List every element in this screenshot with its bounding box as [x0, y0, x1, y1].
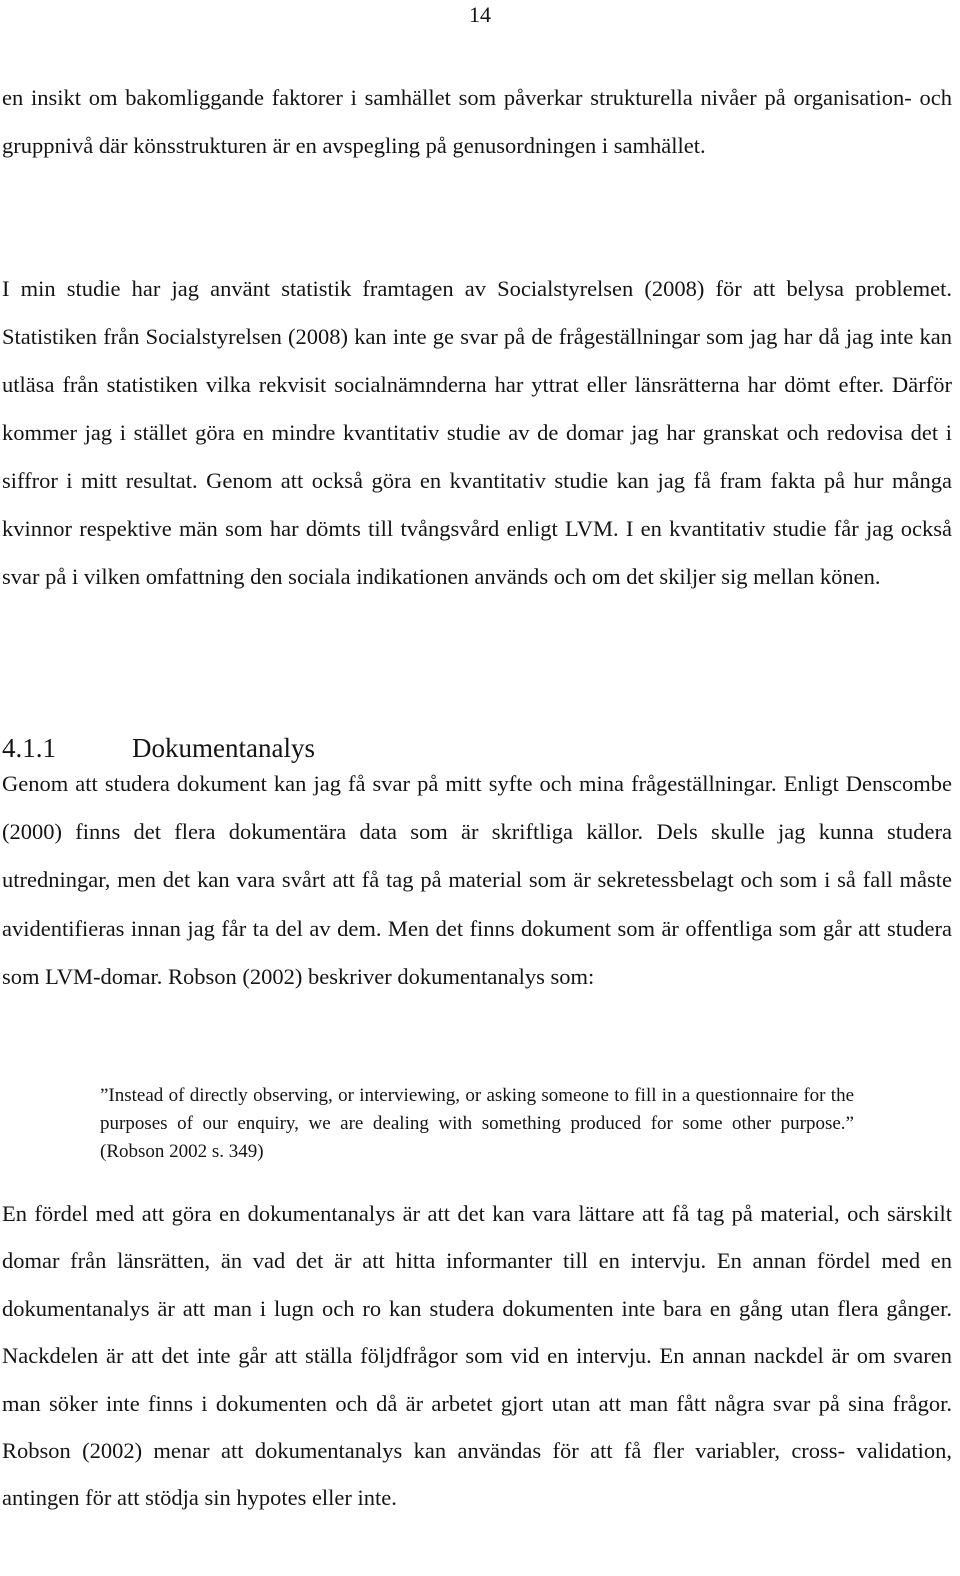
paragraph-document-analysis: Genom att studera dokument kan jag få svar på mitt syfte och mina frågeställningar. Enligt Denscombe (2000) finns det flera dokumentära data som är skriftliga källor. Dels skulle jag kunna studera utredningar, men det kan vara svårt att få tag på material som är sekretessbelagt och som i så fall måste avidentifieras innan jag får ta del av dem. Men det finns dokument som är offentliga som går att studera som LVM-domar. Robson (2002) beskriver dokumentanalys som:	[2, 771, 952, 989]
section-title: Dokumentanalys	[132, 733, 315, 763]
paragraph-advantages: En fördel med att göra en dokumentanalys är att det kan vara lättare att få tag på material, och särskilt domar från länsrätten, än vad det är att hitta informanter till en intervju. En annan fördel med en dokumentanalys är att man i lugn och ro kan studera dokumenten inte bara en gång utan flera gånger. Nackdelen är att det inte går att ställa följdfrågor som vid en intervju. En annan nackdel är om svaren man söker inte finns i dokumenten och då är arbetet gjort utan att man fått några svar på sina frågor. Robson (2002) menar att dokumentanalys kan användas för att få fler variabler, cross- validation, antingen för att stödja sin hypotes eller inte.	[2, 1201, 952, 1511]
page-number: 14	[469, 2, 491, 27]
section-number: 4.1.1	[2, 733, 56, 763]
paragraph-statistics: I min studie har jag använt statistik framtagen av Socialstyrelsen (2008) för att belysa problemet. Statistiken från Socialstyrelsen (2008) kan inte ge svar på de frågeställningar som jag har då jag inte kan utläsa från statistiken vilka rekvisit socialnämnderna har yttrat eller länsrätterna har dömt efter. Därför kommer jag i stället göra en mindre kvantitativ studie av de domar jag har granskat och redovisa det i siffror i mitt resultat. Genom att också göra en kvantitativ studie kan jag få fram fakta på hur många kvinnor respektive män som har dömts till tvångsvård enligt LVM. I en kvantitativ studie får jag också svar på i vilken omfattning den sociala indikationen används och om det skiljer sig mellan könen.	[2, 276, 952, 589]
block-quote: ”Instead of directly observing, or interviewing, or asking someone to fill in a questionnaire for the purposes of our enquiry, we are dealing with something produced for some other purpose.” (Robson 2002 s. 349)	[100, 1085, 854, 1162]
paragraph-intro: en insikt om bakomliggande faktorer i samhället som påverkar strukturella nivåer på organisation- och gruppnivå där könsstrukturen är en avspegling på genusordningen i samhället.	[2, 85, 952, 158]
